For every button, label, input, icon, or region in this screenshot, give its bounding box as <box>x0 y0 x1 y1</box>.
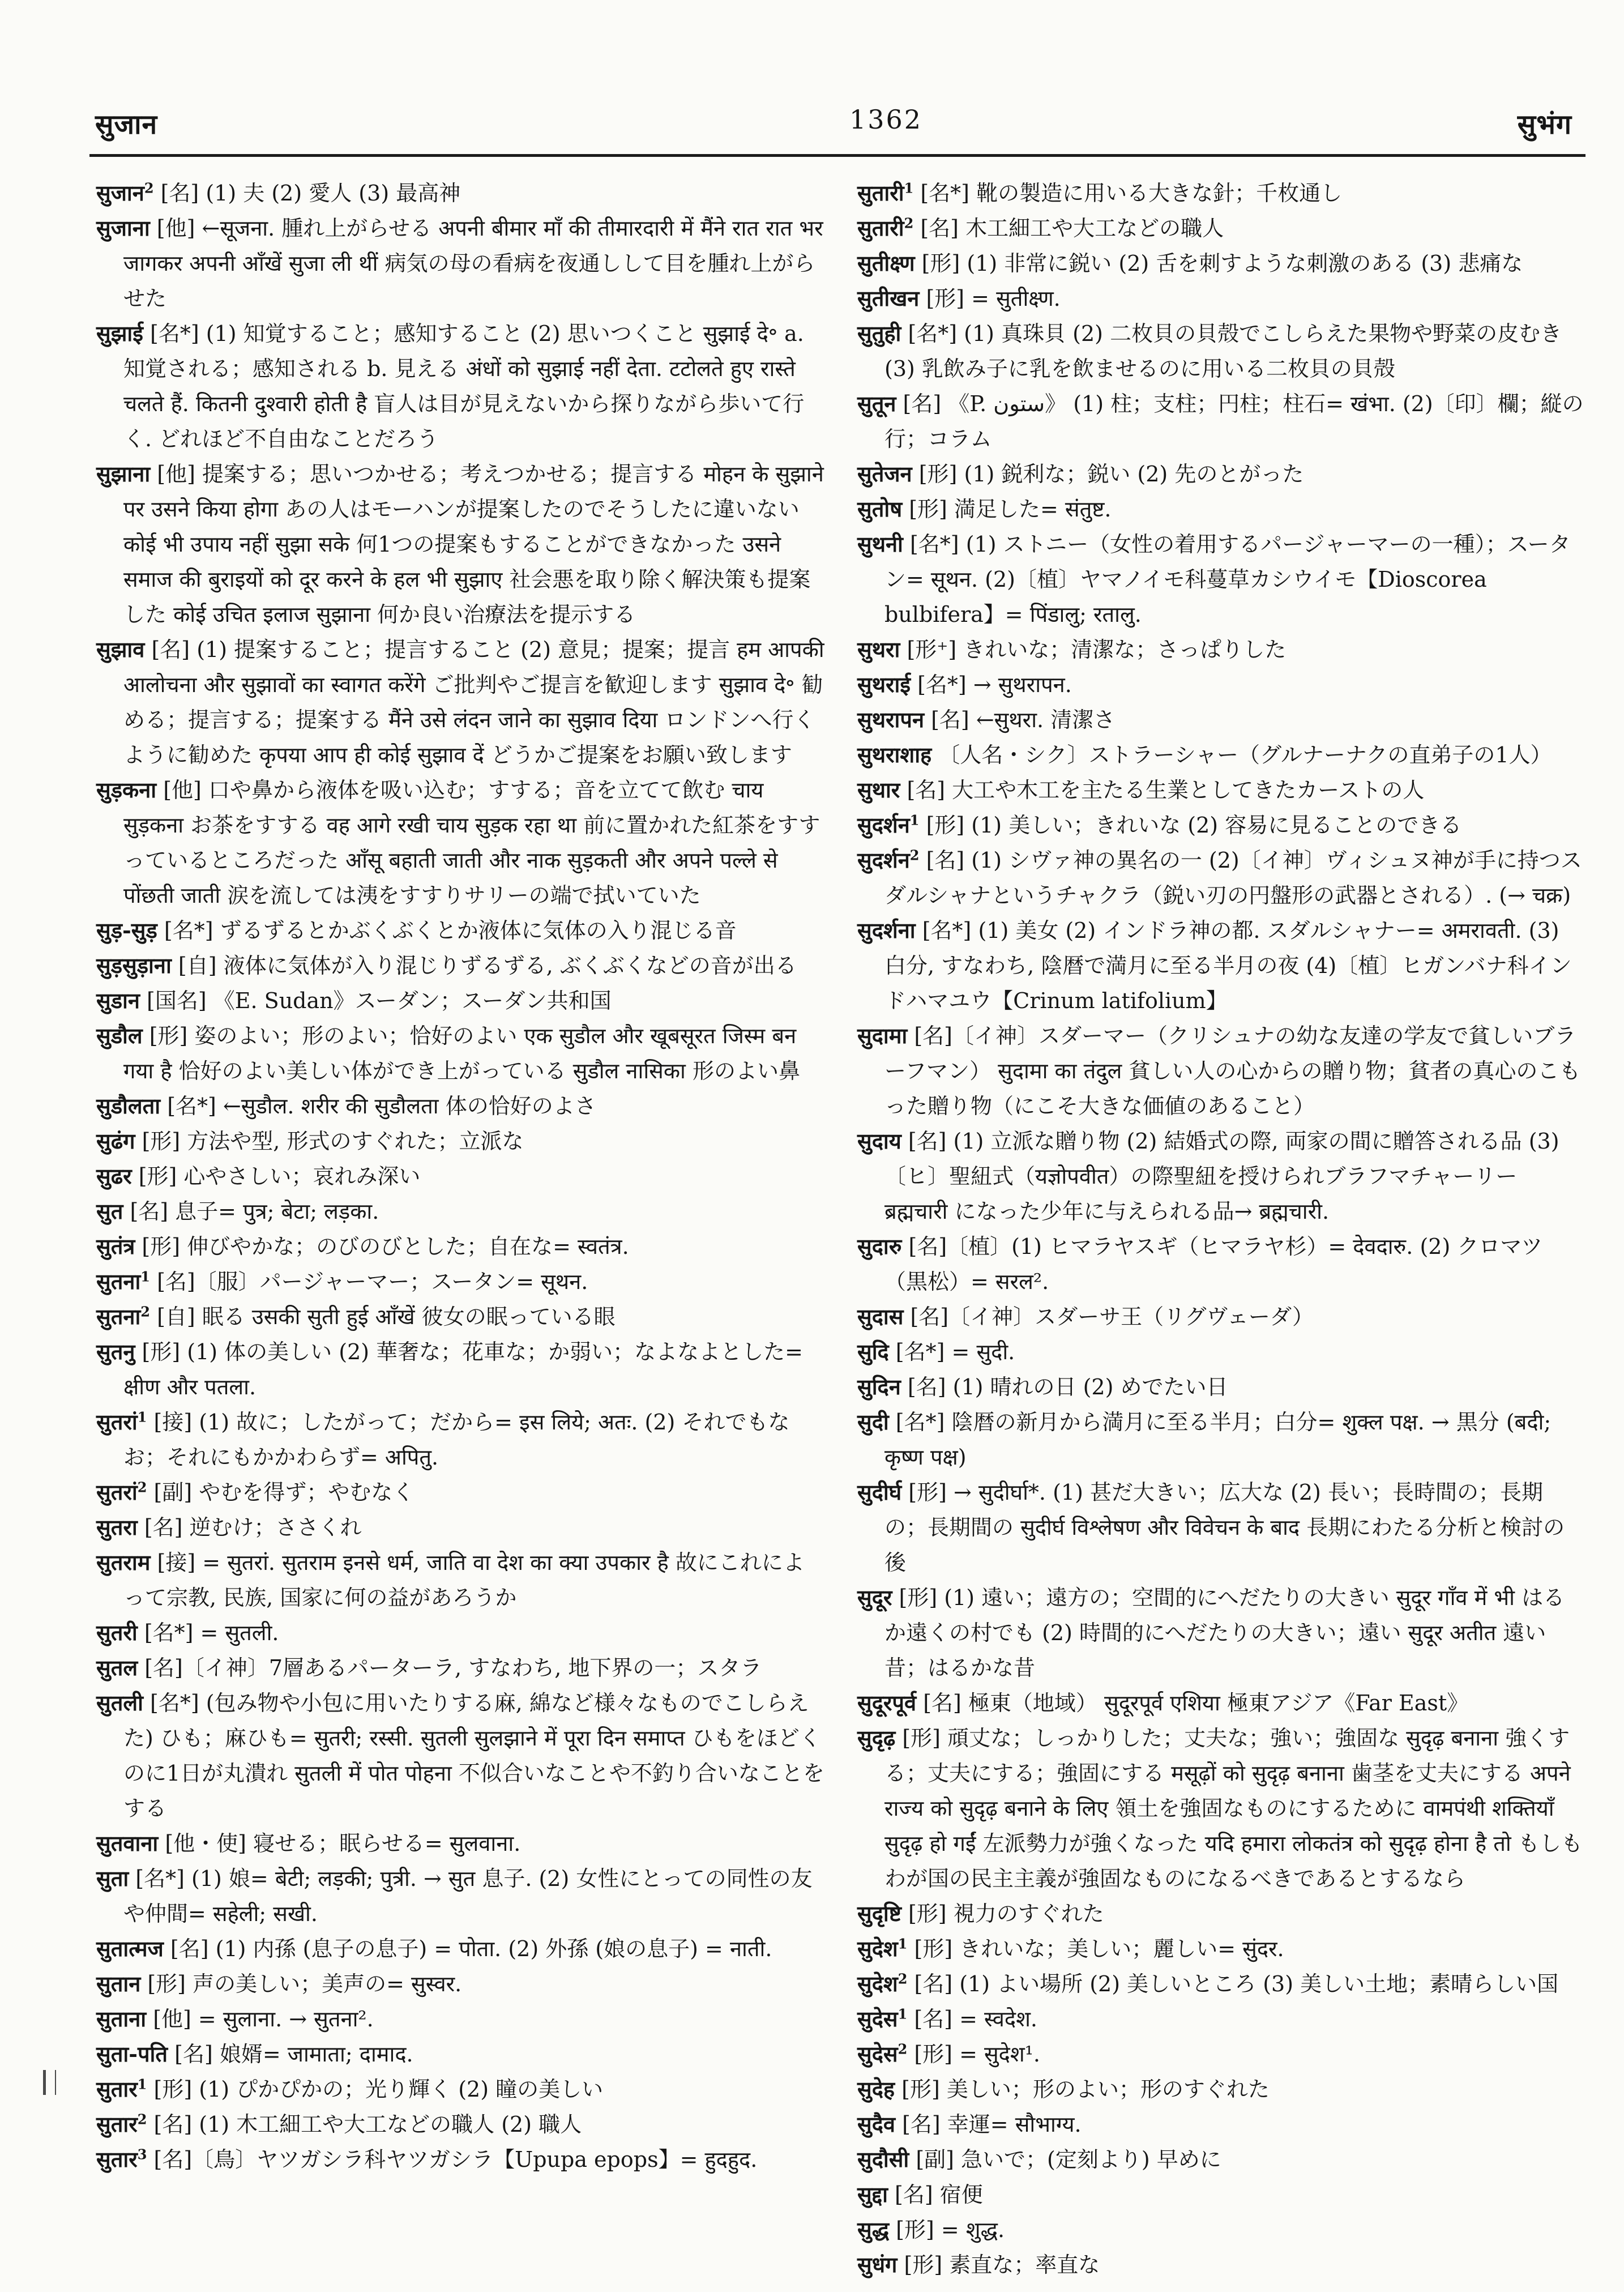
entry-headword-superscript: 2 <box>137 2111 147 2128</box>
entry-headword: सुदर्शन <box>857 847 910 873</box>
entry-body: [副] 急いで；(定刻より) 早めに <box>909 2147 1221 2172</box>
entry-body: [形] (1) 鋭利な；鋭い (2) 先のとがった <box>912 462 1304 486</box>
entry-body: [形] (1) 体の美しい (2) 華奢な；花車な；か弱い；なよなよとした= क्षीण और पतला. <box>123 1339 803 1399</box>
entry-headword: सुतरां <box>96 1479 138 1505</box>
entry-headword: सुतीखन <box>857 285 920 311</box>
entry-body: [接] = सुतरां. सुतराम इनसे धर्म, जाति वा देश का क्या उपकार है 故にこれによって宗教, 民族, 国家に何の益があろうか <box>123 1550 805 1610</box>
entry-headword-superscript: 1 <box>898 2005 908 2022</box>
entry-headword: सुड़सुड़ाना <box>96 953 172 978</box>
dictionary-entry <box>857 632 1585 667</box>
entry-headword: सुदेश <box>857 1936 898 1961</box>
entry-headword: सुदर्शन <box>857 812 910 838</box>
entry-body: [名] (1) 晴れの日 (2) めでたい日 <box>900 1375 1228 1399</box>
entry-body: [名*] (1) 美女 (2) インドラ神の都. スダルシャナー= अमरावती. (3) 白分, すなわち, 陰暦で満月に至る半月の夜 (4)〔植〕ヒガンバナ科インドハマユウ【Crinum latifolium】 <box>884 918 1572 1013</box>
dictionary-entry <box>857 246 1585 281</box>
entry-body: [形] = सुदेश¹. <box>907 2042 1041 2067</box>
dictionary-entry <box>96 1650 824 1685</box>
entry-body: [形] 心やさしい；哀れみ深い <box>131 1164 421 1189</box>
entry-body: [名] ←सुथरा. 清潔さ <box>924 707 1116 732</box>
entry-headword-superscript: 1 <box>140 1268 150 1285</box>
entry-body: [形] 伸びやかな；のびのびとした；自在な= स्वतंत्र. <box>135 1234 629 1259</box>
dictionary-entry <box>96 1229 824 1264</box>
entry-body: [名]〔イ神〕スダーマー（クリシュナの幼な友達の学友で貧しいブラーフマン） सुदामा का तंदुल 貧しい人の心からの贈り物；貧者の真心のこもった贈り物（にこそ大きな価値のあること） <box>884 1023 1581 1119</box>
dictionary-entry <box>857 1405 1585 1475</box>
entry-body: [名] 逆むけ；ささくれ <box>137 1515 362 1540</box>
entry-headword: सुथनी <box>857 531 903 557</box>
dictionary-entry <box>96 772 824 913</box>
entry-headword: सुतना <box>96 1304 141 1329</box>
entry-body: [副] やむを得ず；やむなく <box>147 1480 414 1505</box>
dictionary-entry <box>857 2247 1585 2282</box>
entry-body: [形] (1) 非常に鋭い (2) 舌を刺すような刺激のある (3) 悲痛な <box>914 251 1523 276</box>
entry-headword: सुझाव <box>96 637 145 662</box>
entry-body: [他] 提案する；思いつかせる；考えつかせる；提言する मोहन के सुझाने पर उसने किया होगा あの人はモーハンが提案したのでそうしたに違いない कोई भी उपाय नहीं सुझा सके 何1つの提案もすることができなかった उसने समाज की बुराइयों को दूर करने के हल भी सुझाए 社会悪を取り除く解決策も提案した कोई उचित इलाज सुझाना 何か良い治療法を提示する <box>123 462 824 627</box>
dictionary-entry <box>857 527 1585 632</box>
entry-headword: सुथार <box>857 777 900 803</box>
dictionary-entry <box>96 1545 824 1615</box>
entry-body: [名*] (包み物や小包に用いたりする麻, 綿など様々なものでこしらえた) ひも；麻ひも= सुतरी; रस्सी. सुतली सुलझाने में पूरा दिन समाप्त ひもをほどくのに1日が丸潰れ सुतली में पोत पोहना 不似合いなことや不釣り合いなことをする <box>123 1691 824 1821</box>
dictionary-entry <box>857 492 1585 527</box>
entry-body: [他] ←सूजना. 腫れ上がらせる अपनी बीमार माँ की तीमारदारी में मैंने रात रात भर जागकर अपनी आँखें सुजा ली थीं 病気の母の看病を夜通しして目を腫れ上がらせた <box>123 216 823 311</box>
dictionary-entry <box>857 1334 1585 1369</box>
entry-headword: सुदेस <box>857 2041 898 2067</box>
entry-headword: सुतात्मज <box>96 1936 164 1961</box>
dictionary-entry <box>857 2212 1585 2247</box>
entry-headword: सुथरापन <box>857 707 925 732</box>
entry-headword: सुदामा <box>857 1023 908 1048</box>
header-rule <box>89 154 1585 157</box>
entry-body: [形] = शुद्ध. <box>889 2217 1005 2242</box>
entry-body: [名*] = सुतली. <box>137 1620 279 1645</box>
entry-headword: सुतवाना <box>96 1830 159 1856</box>
dictionary-entry <box>96 1826 824 1861</box>
entry-body: [名] 娘婿= जामाता; दामाद. <box>168 2042 413 2067</box>
entry-headword-superscript: 2 <box>140 1303 150 1320</box>
header-guide-word-right: सुभंग <box>1517 109 1572 140</box>
entry-headword: सुतारी <box>857 180 904 206</box>
entry-headword: सुतार <box>96 2076 138 2102</box>
entry-headword: सुथराई <box>857 672 911 697</box>
dictionary-entry <box>96 1615 824 1650</box>
entry-body: [名] 大工や木工を主たる生業としてきたカーストの人 <box>900 778 1425 803</box>
dictionary-entry <box>857 843 1585 913</box>
entry-headword: सुदूर <box>857 1585 892 1610</box>
dictionary-entry <box>96 316 824 456</box>
dictionary-entry <box>96 1861 824 1931</box>
entry-headword: सुझाई <box>96 321 143 346</box>
entry-headword: सुतारी <box>857 215 904 241</box>
entry-headword: सुदाय <box>857 1128 901 1154</box>
entry-headword: सुद्ध <box>857 2217 890 2242</box>
entry-headword: सुतार <box>96 2146 138 2172</box>
entry-body: [名]〔服〕パージャーマー；スータン= सूथन. <box>149 1269 588 1294</box>
dictionary-entry <box>857 386 1585 456</box>
entry-headword-superscript: 2 <box>137 1479 147 1496</box>
entry-headword: सुतून <box>857 391 896 416</box>
entry-body: [名] (1) 木工細工や大工などの職人 (2) 職人 <box>147 2112 582 2137</box>
entry-body: [形] (1) ぴかぴかの；光り輝く (2) 瞳の美しい <box>147 2077 604 2102</box>
entry-headword: सुधंग <box>857 2252 898 2277</box>
dictionary-entry <box>857 1475 1585 1580</box>
entry-headword: सुदैव <box>857 2111 895 2137</box>
entry-headword: सुडौल <box>96 1023 143 1048</box>
entry-headword: सुथराशाह <box>857 742 932 767</box>
column-right <box>857 176 1585 2282</box>
entry-headword: सुतराम <box>96 1550 151 1575</box>
entry-headword-superscript: 2 <box>898 1970 908 1987</box>
entry-body: [名] (1) 提案すること；提言すること (2) 意見；提案；提言 हम आपकी आलोचना और सुझावों का स्वागत करेंगे ご批判やご提言を歓迎します सुझाव दे॰ 勧める；提言する；提案する मैंने उसे लंदन जाने का सुझाव दिया ロンドンへ行くように勧めた कृपया आप ही कोई सुझाव दें どうかご提案をお願い致します <box>123 637 824 767</box>
dictionary-entry <box>96 2001 824 2037</box>
dictionary-entry <box>96 1299 824 1334</box>
dictionary-entry <box>96 1018 824 1089</box>
entry-body: [名] (1) 内孫 (息子の息子) = पोता. (2) 外孫 (娘の息子) = नाती. <box>163 1936 772 1961</box>
entry-body: [名] (1) 夫 (2) 愛人 (3) 最高神 <box>153 181 461 206</box>
entry-headword-superscript: 2 <box>898 2041 908 2058</box>
dictionary-entry <box>857 1721 1585 1896</box>
entry-body: [名*] 靴の製造に用いる大きな針；千枚通し <box>913 181 1343 206</box>
header-guide-word-left: सुजान <box>95 109 158 140</box>
entry-headword-superscript: 3 <box>137 2146 147 2163</box>
page-number: 1362 <box>849 104 923 135</box>
entry-headword: सुदीर्घ <box>857 1479 902 1505</box>
entry-body: [接] (1) 故に；したがって；だから= इस लिये; अतः. (2) それでもなお；それにもかかわらず= अपितु. <box>123 1410 790 1470</box>
dictionary-entry <box>96 456 824 632</box>
entry-body: [名] 息子= पुत्र; बेटा; लड़का. <box>123 1199 379 1224</box>
entry-headword: सुद्दा <box>857 2182 888 2207</box>
dictionary-entry <box>96 2037 824 2072</box>
entry-headword: सुदौसी <box>857 2146 909 2172</box>
entry-headword: सुता <box>96 1866 129 1891</box>
entry-body: [名*] (1) ストニー（女性の着用するパージャーマーの一種）；スータン= सूथन. (2)〔植〕ヤマノイモ科蔓草カシウイモ【Dioscorea bulbifera】= पिंडालु; रतालु. <box>884 532 1571 627</box>
dictionary-entry <box>96 1194 824 1229</box>
entry-headword: सुतरी <box>96 1620 138 1645</box>
dictionary-entry <box>96 1159 824 1194</box>
dictionary-entry <box>96 913 824 948</box>
entry-headword-superscript: 2 <box>144 180 154 197</box>
entry-headword-superscript: 1 <box>904 180 914 197</box>
dictionary-entry <box>96 1966 824 2001</box>
dictionary-entry <box>857 1685 1585 1721</box>
column-left <box>96 176 824 2177</box>
entry-headword: सुदेश <box>857 1971 898 1996</box>
dictionary-entry <box>96 948 824 983</box>
dictionary-entry <box>857 1896 1585 1931</box>
entry-body: 〔人名・シク〕ストラーシャー（グルナーナクの直弟子の1人） <box>931 742 1552 767</box>
dictionary-entry <box>857 772 1585 808</box>
entry-body: [形] → सुदीर्घा*. (1) 甚だ大きい；広大な (2) 長い；長時間の；長期の；長期間の सुदीर्घ विश्लेषण और विवेचन के बाद 長期にわたる分析と検討の後 <box>884 1480 1565 1575</box>
entry-headword: सुताना <box>96 2006 147 2031</box>
entry-headword: सुतान <box>96 1971 141 1996</box>
entry-body: [名] (1) 立派な贈り物 (2) 結婚式の際, 両家の間に贈答される品 (3)〔ヒ〕聖紐式（यज्ञोपवीत）の際聖紐を授けられブラフマチャーリー ब्रह्मचारी になった少年に与えられる品→ ब्रह्मचारी. <box>884 1129 1559 1224</box>
entry-headword: सुढंग <box>96 1128 135 1154</box>
entry-headword: सुथरा <box>857 637 900 662</box>
dictionary-entry <box>96 1124 824 1159</box>
entry-headword: सुडान <box>96 988 140 1013</box>
entry-headword: सुतुही <box>857 321 901 346</box>
entry-body: [他・使] 寝せる；眠らせる= सुलवाना. <box>158 1831 521 1856</box>
entry-body: [名] 幸運= सौभाग्य. <box>895 2112 1082 2137</box>
dictionary-entry <box>96 1685 824 1826</box>
dictionary-entry <box>857 913 1585 1018</box>
entry-headword: सुदी <box>857 1409 889 1435</box>
entry-headword: सुतार <box>96 2111 138 2137</box>
entry-headword: सुडौलता <box>96 1093 161 1119</box>
entry-body: [形] 姿のよい；形のよい；恰好のよい एक सुडौल और खूबसूरत जिस्म बन गया है 恰好のよい美しい体ができ上がっている सुडौल नासिका 形のよい鼻 <box>123 1023 800 1083</box>
entry-body: [名*] (1) 知覚すること；感知すること (2) 思いつくこと सुझाई दे॰ a. 知覚される；感知される b. 見える अंधों को सुझाई नहीं देता. टटोलते हुए रास्ते चलते हैं. कितनी दुश्वारी होती है 盲人は目が見えないから探りながら歩いて行く. どれほど不自由なことだろう <box>123 321 805 451</box>
dictionary-entry <box>857 176 1585 211</box>
entry-headword: सुदि <box>857 1339 889 1364</box>
dictionary-entry <box>857 281 1585 316</box>
entry-headword: सुतनु <box>96 1339 135 1364</box>
entry-body: [名*] = सुदी. <box>888 1339 1015 1364</box>
entry-headword: सुत <box>96 1198 123 1224</box>
entry-headword: सुदारु <box>857 1234 902 1259</box>
entry-headword: सुतरां <box>96 1409 138 1435</box>
entry-body: [形] 方法や型, 形式のすぐれた；立派な <box>135 1129 524 1154</box>
dictionary-entry <box>857 1966 1585 2001</box>
dictionary-entry <box>857 2177 1585 2212</box>
entry-headword: सुजान <box>96 180 144 206</box>
entry-body: [形] (1) 美しい；きれいな (2) 容易に見ることのできる <box>919 813 1462 838</box>
dictionary-entry <box>96 1510 824 1545</box>
dictionary-columns <box>96 176 1585 2282</box>
entry-headword: सुतली <box>96 1690 143 1715</box>
dictionary-entry <box>96 1264 824 1299</box>
dictionary-entry <box>96 1475 824 1510</box>
entry-body: [名]〔イ神〕スダーサ王（リグヴェーダ） <box>903 1304 1314 1329</box>
dictionary-entry <box>857 1931 1585 1966</box>
entry-body: [形⁺] きれいな；清潔な；さっぱりした <box>900 637 1287 662</box>
entry-headword-superscript: 1 <box>137 1409 147 1425</box>
entry-body: [他] = सुलाना. → सुतना². <box>146 2007 374 2031</box>
dictionary-entry <box>96 1334 824 1405</box>
entry-body: [形] 声の美しい；美声の= सुस्वर. <box>140 1971 462 1996</box>
entry-body: [形] (1) 遠い；遠方の；空間的にへだたりの大きい सुदूर गाँव में भी はるか遠くの村でも (2) 時間的にへだたりの大きい；遠い सुदूर अतीत 遠い昔；はるかな昔 <box>884 1585 1565 1680</box>
entry-headword: सुढर <box>96 1163 132 1189</box>
entry-body: [国名] 《E. Sudan》スーダン；スーダン共和国 <box>139 988 612 1013</box>
dictionary-entry <box>96 176 824 211</box>
dictionary-entry <box>857 2107 1585 2142</box>
entry-body: [名*] ずるずるとかぶくぶくとか液体に気体の入り混じる音 <box>157 918 737 943</box>
dictionary-entry <box>857 1124 1585 1229</box>
entry-headword: सुतना <box>96 1269 141 1294</box>
entry-body: [形] 頑丈な；しっかりした；丈夫な；強い；強固な सुदृढ़ बनाना 強くする；丈夫にする；強固にする मसूढ़ों को सुदृढ़ बनाना 歯茎を丈夫にする अपने राज्य को सुदृढ़ बनाने के लिए 領土を強固なものにするために वामपंथी शक्तियाँ सुदृढ़ हो गईं 左派勢力が強くなった यदि हमारा लोकतंत्र को सुदृढ़ होना है तो もしもわが国の民主主義が強固なものになるべきであるとするなら <box>884 1726 1583 1891</box>
dictionary-entry <box>96 1405 824 1475</box>
dictionary-entry <box>857 702 1585 737</box>
dictionary-entry <box>857 316 1585 386</box>
entry-headword: सुदर्शना <box>857 917 916 943</box>
dictionary-entry <box>96 632 824 772</box>
entry-headword: सुड़कना <box>96 777 157 803</box>
entry-body: [名*] 陰暦の新月から満月に至る半月；白分= शुक्ल पक्ष. → 黒分 (बदी; कृष्ण पक्ष) <box>884 1410 1552 1470</box>
entry-headword-superscript: 2 <box>909 847 920 864</box>
dictionary-entry <box>857 456 1585 492</box>
entry-body: [形] = सुतीक्ष्ण. <box>919 286 1061 311</box>
entry-body: [名] 極東（地域） सुदूरपूर्व एशिया 極東アジア《Far East》 <box>916 1691 1469 1715</box>
dictionary-entry <box>857 2001 1585 2037</box>
dictionary-entry <box>96 983 824 1018</box>
entry-body: [名]〔植〕(1) ヒマラヤスギ（ヒマラヤ杉）= देवदारु. (2) クロマツ（黒松）= सरल². <box>884 1234 1543 1294</box>
entry-headword: सुझाना <box>96 461 151 486</box>
entry-headword: सुदेस <box>857 2006 898 2031</box>
entry-body: [名] (1) シヴァ神の異名の一 (2)〔イ神〕ヴィシュヌ神が手に持つスダルシャナというチャクラ（鋭い刃の円盤形の武器とされる）. (→ चक्र) <box>884 848 1582 908</box>
entry-body: [形] 満足した= संतुष्ट. <box>902 497 1112 522</box>
entry-headword: सुजाना <box>96 215 150 241</box>
scan-artifact-mark <box>43 2070 56 2095</box>
entry-body: [形] 視力のすぐれた <box>901 1901 1104 1926</box>
dictionary-entry <box>857 2072 1585 2107</box>
entry-headword: सुदेह <box>857 2076 895 2102</box>
entry-body: [名*] ←सुडौल. शरीर की सुडौलता 体の恰好のよさ <box>160 1094 596 1119</box>
entry-body: [名] = स्वदेश. <box>907 2007 1038 2031</box>
entry-headword: सुतीक्ष्ण <box>857 250 915 276</box>
dictionary-entry <box>857 211 1585 246</box>
entry-body: [名] 《P. ستون》 (1) 柱；支柱；円柱；柱石= खंभा. (2)〔印〕欄；縦の行；コラム <box>884 391 1584 451</box>
entry-headword-superscript: 1 <box>909 812 920 829</box>
entry-headword: सुदूरपूर्व <box>857 1690 917 1715</box>
dictionary-entry <box>96 211 824 316</box>
entry-headword: सुतरा <box>96 1514 138 1540</box>
dictionary-entry <box>857 737 1585 772</box>
entry-body: [名] 宿便 <box>887 2182 983 2207</box>
dictionary-entry <box>96 1089 824 1124</box>
entry-headword: सुदिन <box>857 1374 901 1399</box>
entry-headword-superscript: 1 <box>137 2076 147 2093</box>
entry-body: [名*] (1) 娘= बेटी; लड़की; पुत्री. → सुत 息子. (2) 女性にとっての同性の友や仲間= सहेली; सखी. <box>123 1866 813 1926</box>
entry-body: [名*] (1) 真珠貝 (2) 二枚貝の貝殻でこしらえた果物や野菜の皮むき (3) 乳飲み子に乳を飲ませるのに用いる二枚貝の貝殻 <box>884 321 1562 381</box>
dictionary-entry <box>96 2107 824 2142</box>
dictionary-entry <box>857 1580 1585 1685</box>
dictionary-entry <box>857 2142 1585 2177</box>
dictionary-entry <box>857 1299 1585 1334</box>
entry-headword: सुदृढ़ <box>857 1725 896 1751</box>
dictionary-entry <box>857 1018 1585 1124</box>
entry-headword: सुड़-सुड़ <box>96 917 157 943</box>
entry-headword: सुतोष <box>857 496 903 522</box>
entry-body: [自] 眠る उसकी सुती हुई आँखें 彼女の眠っている眼 <box>149 1304 616 1329</box>
entry-headword-superscript: 1 <box>898 1935 908 1952</box>
entry-body: [名] (1) よい場所 (2) 美しいところ (3) 美しい土地；素晴らしい国 <box>907 1971 1559 1996</box>
entry-body: [形] 素直な；率直な <box>897 2252 1100 2277</box>
entry-headword: सुदास <box>857 1304 904 1329</box>
entry-headword: सुता-पति <box>96 2041 168 2067</box>
dictionary-entry <box>857 2037 1585 2072</box>
entry-body: [他] 口や鼻から液体を吸い込む；すする；音を立てて飲む चाय सुड़कना お茶をすする वह आगे रखी चाय सुड़क रहा था 前に置かれた紅茶をすすっているところだった आँसू बहाती जाती और नाक सुड़कती और अपने पल्ले से पोंछती जाती 涙を流しては洟をすすりサリーの端で拭いていた <box>123 778 820 908</box>
dictionary-entry <box>857 808 1585 843</box>
dictionary-entry <box>96 2142 824 2177</box>
entry-headword: सुतल <box>96 1655 138 1680</box>
dictionary-entry <box>96 1931 824 1966</box>
entry-body: [名] 木工細工や大工などの職人 <box>913 216 1224 241</box>
entry-body: [名]〔イ神〕7層あるパーターラ, すなわち, 地下界の一；スタラ <box>138 1655 762 1680</box>
entry-body: [自] 液体に気体が入り混じりずるずる, ぶくぶくなどの音が出る <box>171 953 797 978</box>
dictionary-entry <box>96 2072 824 2107</box>
dictionary-entry <box>857 1229 1585 1299</box>
entry-headword: सुतंत्र <box>96 1234 135 1259</box>
dictionary-entry <box>857 1369 1585 1405</box>
dictionary-entry <box>857 667 1585 702</box>
entry-body: [形] 美しい；形のよい；形のすぐれた <box>895 2077 1270 2102</box>
entry-headword: सुदृष्टि <box>857 1901 901 1926</box>
entry-headword: सुतेजन <box>857 461 912 486</box>
entry-body: [形] きれいな；美しい；麗しい= सुंदर. <box>907 1936 1284 1961</box>
entry-body: [名*] → सुथरापन. <box>911 672 1072 697</box>
entry-body: [名]〔鳥〕ヤツガシラ科ヤツガシラ【Upupa epops】= हुदहुद. <box>147 2147 758 2172</box>
entry-headword-superscript: 2 <box>904 215 914 232</box>
